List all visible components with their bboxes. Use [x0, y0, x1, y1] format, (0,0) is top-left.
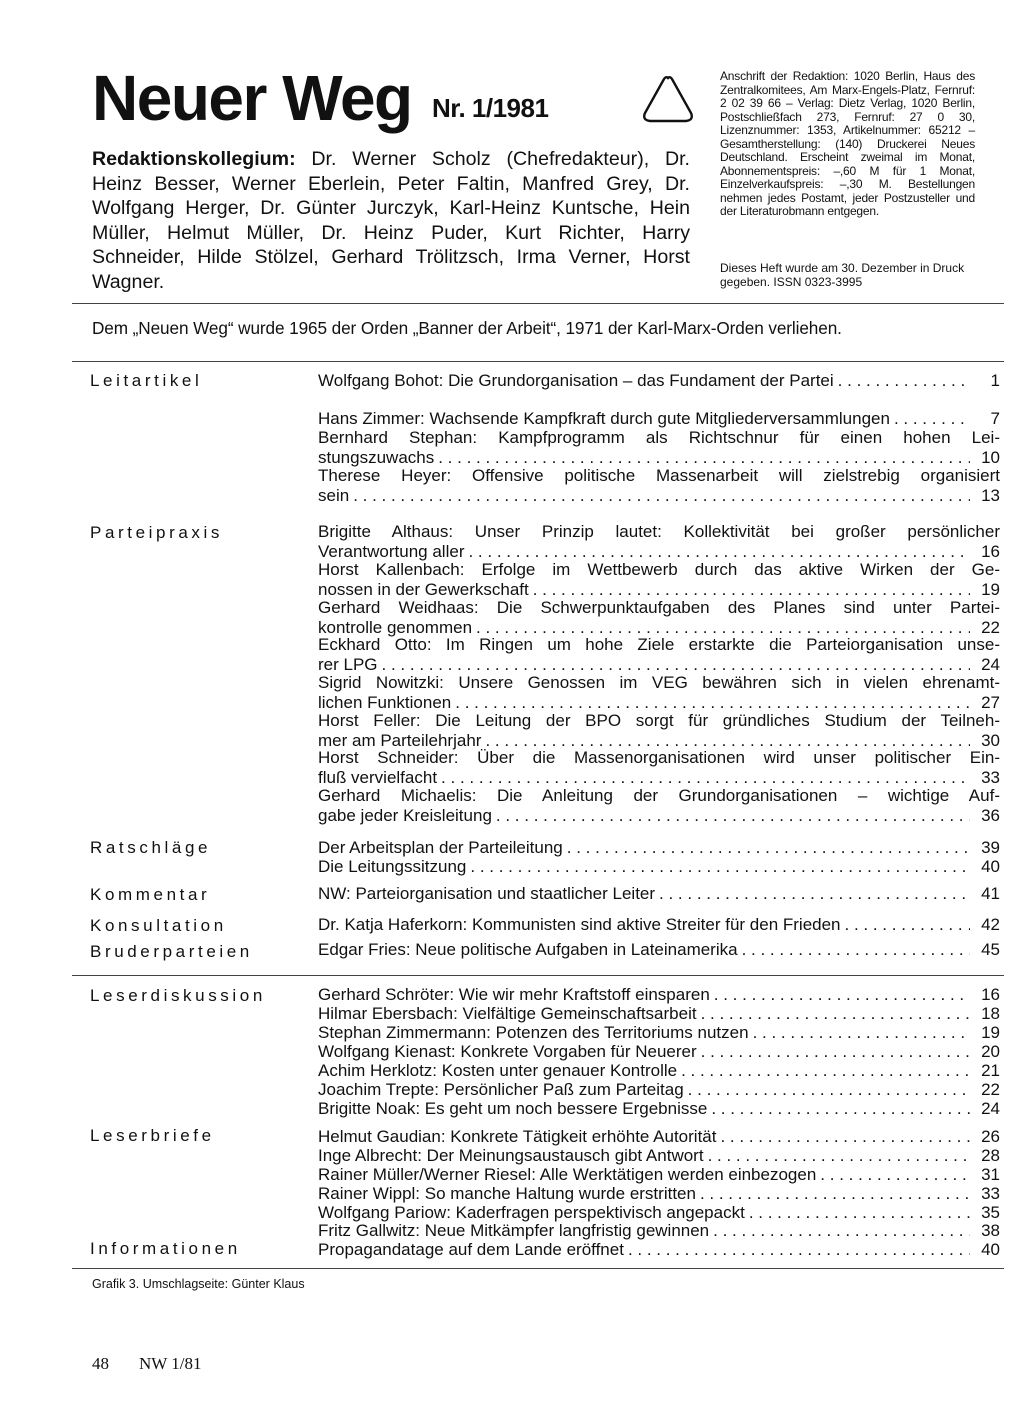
toc-entry[interactable]: Inge Albrecht: Der Meinungsaustausch gibt Antwort . . . 28: [318, 1146, 1000, 1166]
section-label: Leitartikel: [90, 371, 203, 390]
toc-entry[interactable]: Gerhard Schröter: Wie wir mehr Kraftstoff einsparen . . . 16: [318, 985, 1000, 1005]
toc-entry[interactable]: Fritz Gallwitz: Neue Mitkämpfer langfristig gewinnen . . . 38: [318, 1221, 1000, 1241]
toc-entry[interactable]: Dr. Katja Haferkorn: Kommunisten sind aktive Streiter für den Frieden . . . 42: [318, 915, 1000, 935]
section-label: Leserbriefe: [90, 1126, 215, 1145]
toc-entry[interactable]: Wolfgang Bohot: Die Grundorganisation – das Fundament der Partei . . . 1: [318, 371, 1000, 391]
toc-entry[interactable]: Horst Schneider: Über die Massenorganisationen wird unser politischer Ein- fluß vervielfacht . . . 33: [318, 748, 1000, 787]
issue-number: Nr. 1/1981: [432, 93, 549, 123]
divider: [72, 361, 1004, 362]
magazine-title: Neuer Weg: [92, 62, 412, 134]
editorial-board: [92, 147, 690, 295]
section-label: Bruderparteien: [90, 942, 253, 961]
editorial-label: Redaktionskollegium:: [92, 148, 296, 170]
print-note: Dieses Heft wurde am 30. Dezember in Druck gegeben. ISSN 0323-3995: [720, 261, 965, 289]
toc-entry[interactable]: Achim Herklotz: Kosten unter genauer Kontrolle . . . 21: [318, 1061, 1000, 1081]
divider: [72, 303, 1004, 304]
section-label: Konsultation: [90, 916, 227, 935]
toc-entry[interactable]: Gerhard Michaelis: Die Anleitung der Grundorganisationen – wichtige Auf- gabe jeder Kreisleitung . . . 36: [318, 786, 1000, 825]
toc-entry[interactable]: Eckhard Otto: Im Ringen um hohe Ziele erstarkte die Parteiorganisation unse- rer LPG . . . 24: [318, 635, 1000, 674]
editorial-names: Dr. Werner Scholz (Chefredakteur), Dr. Heinz Besser, Werner Eberlein, Peter Faltin, Manfred Grey, Dr. Wolfgang Herger, Dr. Günter Jurczyk, Karl-Heinz Kuntsche, Hein Müller, Helmut Müller, Dr. Heinz Puder, Kurt Richter, Harry Schneider, Hilde Stölzel, Gerhard Trölitzsch, Irma Verner, Horst Wagner.: [92, 148, 690, 293]
toc-entry[interactable]: Brigitte Noak: Es geht um noch bessere Ergebnisse . . . 24: [318, 1099, 1000, 1119]
toc-entry[interactable]: Helmut Gaudian: Konkrete Tätigkeit erhöhte Autorität . . . 26: [318, 1127, 1000, 1147]
toc-entry[interactable]: Stephan Zimmermann: Potenzen des Territoriums nutzen . . . 19: [318, 1023, 1000, 1043]
section-label: Informationen: [90, 1239, 241, 1258]
toc-entry[interactable]: Die Leitungssitzung . . . 40: [318, 857, 1000, 877]
toc-entry[interactable]: NW: Parteiorganisation und staatlicher Leiter . . . 41: [318, 884, 1000, 904]
section-label: Leserdiskussion: [90, 986, 266, 1005]
toc-entry[interactable]: Sigrid Nowitzki: Unsere Genossen im VEG bewähren sich in vielen ehrenamt- lichen Funktionen . . . 27: [318, 673, 1000, 712]
toc-entry[interactable]: Gerhard Weidhaas: Die Schwerpunktaufgaben des Planes sind unter Partei- kontrolle genommen . . . 22: [318, 598, 1000, 637]
toc-entry[interactable]: Wolfgang Pariow: Kaderfragen perspektivisch angepackt . . . 35: [318, 1203, 1000, 1223]
divider: [72, 975, 1004, 976]
toc-entry[interactable]: Therese Heyer: Offensive politische Massenarbeit will zielstrebig organisiert sein . . . 13: [318, 466, 1000, 505]
toc-entry[interactable]: Rainer Wippl: So manche Haltung wurde erstritten . . . 33: [318, 1184, 1000, 1204]
section-label: Kommentar: [90, 885, 211, 904]
award-note: Dem „Neuen Weg“ wurde 1965 der Orden „Banner der Arbeit“, 1971 der Karl-Marx-Orden verliehen.: [92, 318, 842, 338]
toc-entry[interactable]: Edgar Fries: Neue politische Aufgaben in Lateinamerika . . . 45: [318, 940, 1000, 960]
divider: [72, 1268, 1004, 1269]
toc-entry[interactable]: Bernhard Stephan: Kampfprogramm als Richtschnur für einen hohen Lei- stungszuwachs . . . 10: [318, 428, 1000, 467]
issue-reference: NW 1/81: [139, 1354, 202, 1373]
toc-entry[interactable]: Propagandatage auf dem Lande eröffnet . . . 40: [318, 1240, 1000, 1260]
toc-entry[interactable]: Hans Zimmer: Wachsende Kampfkraft durch gute Mitgliederversammlungen . . . 7: [318, 409, 1000, 429]
toc-entry[interactable]: Rainer Müller/Werner Riesel: Alle Werktätigen werden einbezogen . . . 31: [318, 1165, 1000, 1185]
triangle-logo-icon: [640, 72, 696, 128]
graphic-credit: Grafik 3. Umschlagseite: Günter Klaus: [92, 1277, 305, 1291]
toc-entry[interactable]: Joachim Trepte: Persönlicher Paß zum Parteitag . . . 22: [318, 1080, 1000, 1100]
toc-entry[interactable]: Brigitte Althaus: Unser Prinzip lautet: Kollektivität bei großer persönlicher Verantwortung aller . . . 16: [318, 522, 1000, 561]
toc-entry[interactable]: Wolfgang Kienast: Konkrete Vorgaben für Neuerer . . . 20: [318, 1042, 1000, 1062]
toc-entry[interactable]: Hilmar Ebersbach: Vielfältige Gemeinschaftsarbeit . . . 18: [318, 1004, 1000, 1024]
page-number: 48: [92, 1354, 109, 1373]
toc-entry[interactable]: Der Arbeitsplan der Parteileitung . . . 39: [318, 838, 1000, 858]
publisher-address: Anschrift der Redaktion: 1020 Berlin, Haus des Zentralkomitees, Am Marx-Engels-Platz, Fernruf: 2 02 39 66 – Verlag: Dietz Verlag, 1020 Berlin, Postschließfach 273, Fernruf: 27 0 30, Lizenznummer: 1353, Artikelnummer: 65212 – Gesamtherstellung: (140) Druckerei Neues Deutschland. Erscheint zweimal im Monat, Abonnementspreis: –,60 M für 1 Monat, Einzelverkaufspreis: –,30 M. Bestellungen nehmen jedes Postamt, jeder Postzusteller und der Literaturobmann entgegen.: [720, 69, 975, 218]
toc-entry[interactable]: Horst Kallenbach: Erfolge im Wettbewerb durch das aktive Wirken der Ge- nossen in der Gewerkschaft . . . 19: [318, 560, 1000, 599]
section-label: Ratschläge: [90, 838, 212, 857]
section-label: Parteipraxis: [90, 523, 223, 542]
page-footer: [92, 1354, 232, 1374]
toc-entry[interactable]: Horst Feller: Die Leitung der BPO sorgt für gründliches Studium der Teilneh- mer am Parteilehrjahr . . . 30: [318, 711, 1000, 750]
